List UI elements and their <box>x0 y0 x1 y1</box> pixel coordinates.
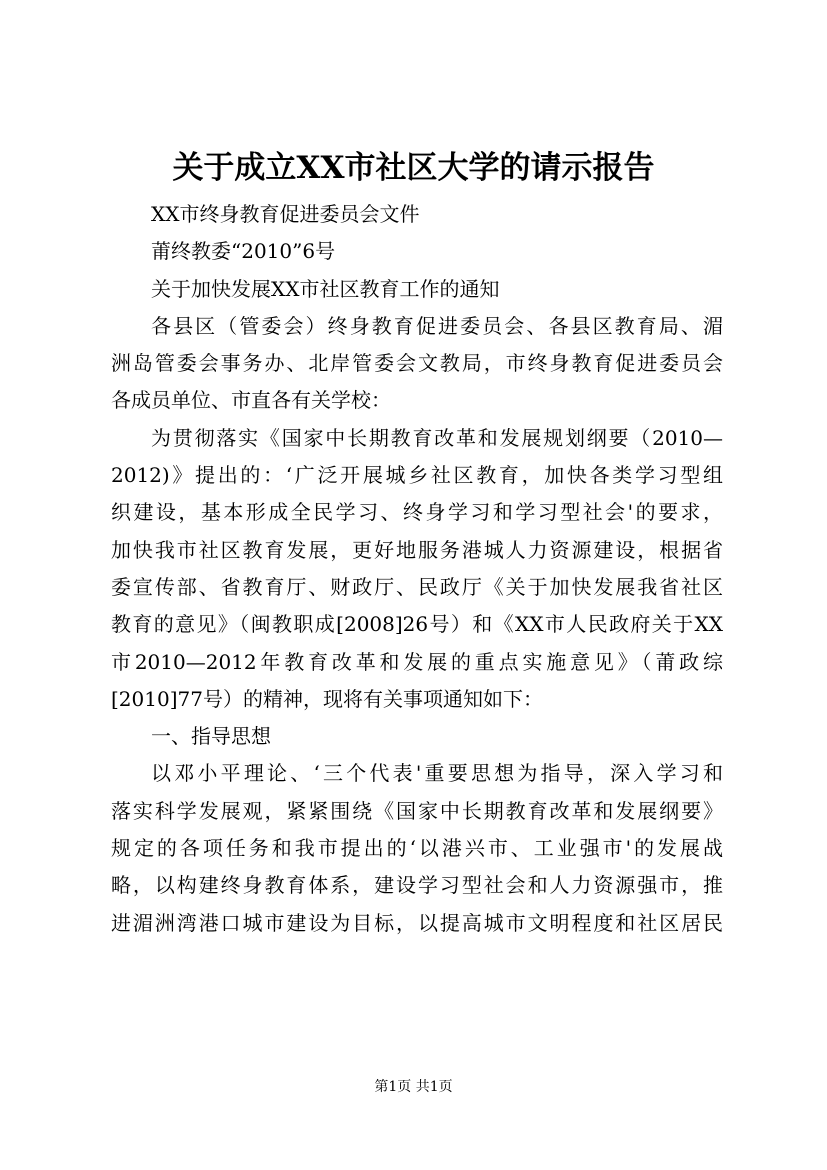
document-body <box>111 196 723 942</box>
text-line: 加快我市社区教育发展，更好地服务港城人力资源建设，根据省 <box>111 537 723 562</box>
text-line: 进湄洲湾港口城市建设为目标，以提高城市文明程度和社区居民 <box>111 910 723 935</box>
text-line: 织建设，基本形成全民学习、终身学习和学习型社会'的要求， <box>111 500 723 525</box>
page-footer: 第1页 共1页 <box>374 1079 453 1095</box>
text-line: 以邓小平理论、‘三个代表'重要思想为指导，深入学习和 <box>151 761 723 786</box>
text-line: 2012)》提出的：‘广泛开展城乡社区教育，加快各类学习型组 <box>111 463 723 488</box>
text-line: 各县区（管委会）终身教育促进委员会、各县区教育局、湄 <box>151 313 723 338</box>
text-line: 各成员单位、市直各有关学校： <box>111 388 391 413</box>
text-line: XX市终身教育促进委员会文件 <box>151 202 420 226</box>
text-line: 略，以构建终身教育体系，建设学习型社会和人力资源强市，推 <box>111 873 723 898</box>
text-line: 委宣传部、省教育厅、财政厅、民政厅《关于加快发展我省社区 <box>111 574 723 599</box>
section-heading: 一、指导思想 <box>151 724 271 749</box>
text-line: 洲岛管委会事务办、北岸管委会文教局，市终身教育促进委员会 <box>111 351 723 376</box>
text-line: 莆终教委“2010”6号 <box>151 239 336 264</box>
text-line: 为贯彻落实《国家中长期教育改革和发展规划纲要（2010— <box>151 425 723 450</box>
text-line: 规定的各项任务和我市提出的‘以港兴市、工业强市'的发展战 <box>111 836 723 861</box>
text-line: 关于加快发展XX市社区教育工作的通知 <box>151 276 500 301</box>
document-title: 关于成立XX市社区大学的请示报告 <box>172 150 655 186</box>
text-line: 教育的意见》（闽教职成[2008]26号）和《XX市人民政府关于XX <box>111 612 723 637</box>
text-line: 落实科学发展观，紧紧围绕《国家中长期教育改革和发展纲要》 <box>111 798 723 823</box>
text-line: 市2010—2012年教育改革和发展的重点实施意见》（莆政综 <box>111 649 723 674</box>
text-line: [2010]77号）的精神，现将有关事项通知如下： <box>111 686 543 711</box>
